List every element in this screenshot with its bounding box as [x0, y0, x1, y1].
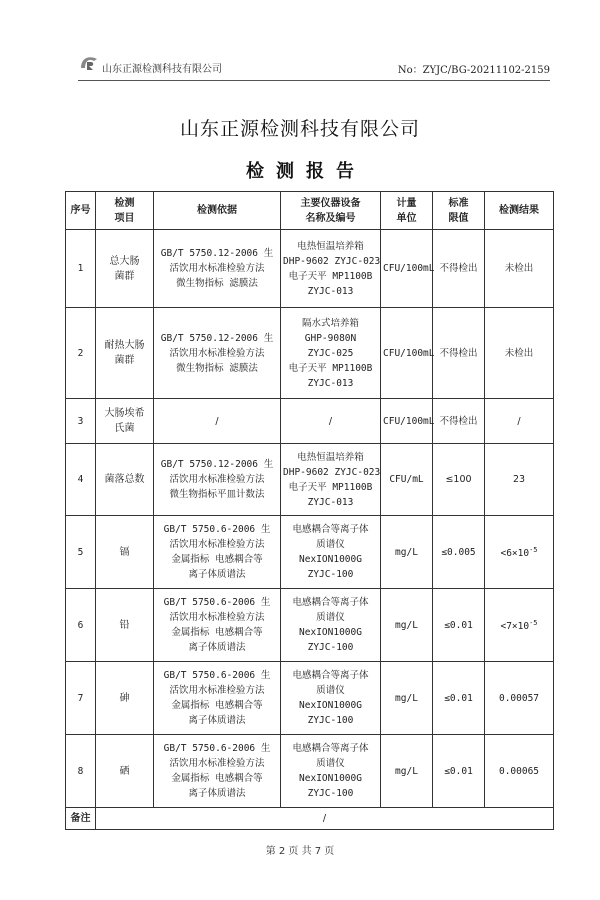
row-seq: 3	[66, 399, 96, 444]
page-header	[78, 56, 550, 76]
row-limit: ≤100	[433, 444, 485, 516]
row-unit: mg/L	[381, 662, 433, 735]
row-seq: 5	[66, 516, 96, 589]
table-row	[66, 589, 554, 662]
row-basis: GB/T 5750.6-2006 生 活饮用水标准检验方法 金属指标 电感耦合等 离子体质谱法	[154, 662, 281, 735]
row-basis: GB/T 5750.6-2006 生 活饮用水标准检验方法 金属指标 电感耦合等 离子体质谱法	[154, 589, 281, 662]
row-item: 总大肠 菌群	[96, 230, 154, 308]
row-limit: ≤0.005	[433, 516, 485, 589]
table-row	[66, 308, 554, 399]
header-unit: 计量 单位	[381, 192, 433, 230]
row-unit: mg/L	[381, 735, 433, 808]
row-basis: GB/T 5750.12-2006 生 活饮用水标准检验方法 微生物指标 滤膜法	[154, 230, 281, 308]
header-equipment: 主要仪器设备 名称及编号	[281, 192, 381, 230]
row-seq: 1	[66, 230, 96, 308]
row-equipment: 隔水式培养箱 GHP-9080N ZYJC-025 电子天平 MP1100B ZYJC-013	[281, 308, 381, 399]
header-seq: 序号	[66, 192, 96, 230]
row-limit: 不得检出	[433, 230, 485, 308]
header-divider	[78, 80, 550, 81]
row-limit: ≤0.01	[433, 662, 485, 735]
table-header-row	[66, 192, 554, 230]
row-basis: /	[154, 399, 281, 444]
row-result: 0.00057	[485, 662, 554, 735]
header-company-name: 山东正源检测科技有限公司	[102, 64, 222, 75]
row-equipment: 电感耦合等离子体 质谱仪 NexION1000G ZYJC-100	[281, 735, 381, 808]
row-basis: GB/T 5750.12-2006 生 活饮用水标准检验方法 微生物指标平皿计数法	[154, 444, 281, 516]
row-equipment: 电感耦合等离子体 质谱仪 NexION1000G ZYJC-100	[281, 662, 381, 735]
row-seq: 7	[66, 662, 96, 735]
row-limit: 不得检出	[433, 399, 485, 444]
row-limit: ≤0.01	[433, 589, 485, 662]
header-basis: 检测依据	[154, 192, 281, 230]
row-basis: GB/T 5750.6-2006 生 活饮用水标准检验方法 金属指标 电感耦合等 离子体质谱法	[154, 735, 281, 808]
row-equipment: 电热恒温培养箱 DHP-9602 ZYJC-023 电子天平 MP1100B ZYJC-013	[281, 444, 381, 516]
table-row	[66, 230, 554, 308]
row-result: 未检出	[485, 230, 554, 308]
row-result: /	[485, 399, 554, 444]
row-result: 0.00065	[485, 735, 554, 808]
row-limit: 不得检出	[433, 308, 485, 399]
row-result: $<7\times 10^{-5}$	[485, 589, 554, 662]
table-row	[66, 399, 554, 444]
remark-value: /	[96, 808, 554, 830]
company-logo-icon	[78, 52, 100, 74]
row-result: $<6\times 10^{-5}$	[485, 516, 554, 589]
table-row	[66, 516, 554, 589]
table-row	[66, 662, 554, 735]
row-equipment: /	[281, 399, 381, 444]
row-unit: mg/L	[381, 516, 433, 589]
row-result: 23	[485, 444, 554, 516]
row-unit: CFU/mL	[381, 444, 433, 516]
remark-label: 备注	[66, 808, 96, 830]
row-seq: 6	[66, 589, 96, 662]
document-title: 山东正源检测科技有限公司	[179, 118, 420, 140]
row-equipment: 电热恒温培养箱 DHP-9602 ZYJC-023 电子天平 MP1100B ZYJC-013	[281, 230, 381, 308]
header-limit: 标准 限值	[433, 192, 485, 230]
test-results-table	[65, 191, 554, 830]
row-unit: CFU/100mL	[381, 308, 433, 399]
page-number: 第 2 页 共 7 页	[265, 846, 335, 857]
row-limit: ≤0.01	[433, 735, 485, 808]
row-item: 镉	[96, 516, 154, 589]
row-basis: GB/T 5750.6-2006 生 活饮用水标准检验方法 金属指标 电感耦合等 离子体质谱法	[154, 516, 281, 589]
row-unit: CFU/100mL	[381, 399, 433, 444]
row-item: 硒	[96, 735, 154, 808]
remark-row	[66, 808, 554, 830]
row-basis: GB/T 5750.12-2006 生 活饮用水标准检验方法 微生物指标 滤膜法	[154, 308, 281, 399]
row-equipment: 电感耦合等离子体 质谱仪 NexION1000G ZYJC-100	[281, 516, 381, 589]
table-row	[66, 444, 554, 516]
row-item: 砷	[96, 662, 154, 735]
document-subtitle: 检测报告	[246, 161, 366, 182]
report-number: No：ZYJC/BG-20211102-2159	[397, 65, 550, 76]
row-result: 未检出	[485, 308, 554, 399]
row-equipment: 电感耦合等离子体 质谱仪 NexION1000G ZYJC-100	[281, 589, 381, 662]
row-seq: 4	[66, 444, 96, 516]
row-item: 铅	[96, 589, 154, 662]
row-unit: CFU/100mL	[381, 230, 433, 308]
row-seq: 2	[66, 308, 96, 399]
row-seq: 8	[66, 735, 96, 808]
row-item: 大肠埃希 氏菌	[96, 399, 154, 444]
row-item: 菌落总数	[96, 444, 154, 516]
header-result: 检测结果	[485, 192, 554, 230]
row-unit: mg/L	[381, 589, 433, 662]
row-item: 耐热大肠 菌群	[96, 308, 154, 399]
table-row	[66, 735, 554, 808]
header-item: 检测 项目	[96, 192, 154, 230]
